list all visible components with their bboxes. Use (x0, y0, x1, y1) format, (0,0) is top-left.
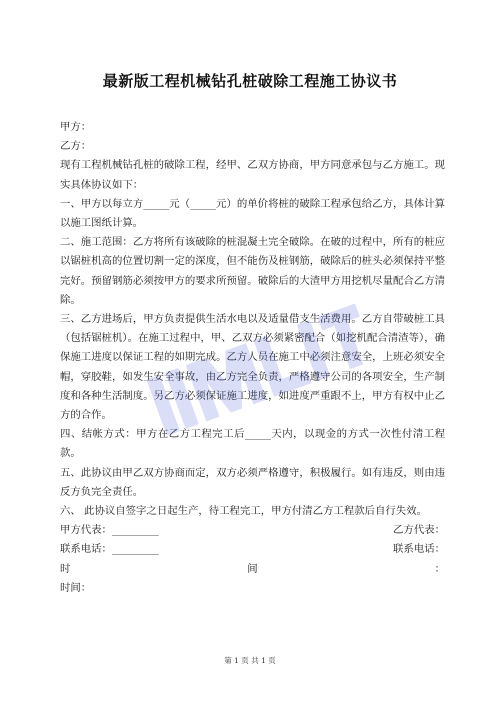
clause-5: 五、此协议由甲乙双方协商而定，双方必须严格遵守，积极履行。如有违反，则由违反方负完全责任。 (60, 466, 445, 498)
clause-2: 二、施工范围：乙方将所有该破除的桩混凝土完全破除。在破的过程中，所有的桩应以锯桩机高的位置切割一定的深度，但不能伤及桩钢筋，破除后的桩头必须保持平整完好。预留钢筋必须按甲方的要求所预留。破除后的大渣甲方用挖机尽量配合乙方清除。 (60, 236, 445, 306)
time-row (60, 560, 445, 579)
page-footer: 第 1 页 共 1 页 (224, 656, 276, 665)
clause-3: 三、乙方进场后，甲方负责提供生活水电以及适量借支生活费用。乙方自带破桩工具（包括锯桩机）。在施工过程中，甲、乙双方必须紧密配合（如挖机配合清渣等），确保施工进度以保证工程的如期完成。乙方人员在施工中必须注意安全，上班必须安全帽，穿胶鞋，如发生安全事故，由乙方完全负责，严格遵守公司的各项安全，生产制度和各种生活制度。另乙方必须保证施工进度，如进度严重跟不上，甲方有权中止乙方的合作。 (60, 313, 445, 422)
party-a-representative: 甲方代表：_________ (60, 524, 159, 537)
document-body (60, 118, 445, 598)
time-label-left: 时 (60, 562, 71, 575)
signature-rep-row (60, 521, 445, 540)
party-b-representative: 乙方代表： (393, 524, 445, 537)
clause-4: 四、结帐方式：甲方在乙方工程完工后_____天内，以现金的方式一次性付清工程款。 (60, 428, 445, 460)
clause-1: 一、甲方以每立方_____元（_____元）的单价将桩的破除工程承包给乙方，具体计算以施工图纸计算。 (60, 197, 445, 230)
time-line: 时间： (60, 581, 92, 594)
party-b-line: 乙方： (60, 140, 92, 153)
party-a-line: 甲方： (60, 121, 92, 133)
intro-paragraph: 现有工程机械钻孔桩的破除工程，经甲、乙双方协商，甲方同意承包与乙方施工。现实具体协议如下： (60, 159, 445, 191)
document-title: 最新版工程机械钻孔桩破除工程施工协议书 (102, 72, 398, 90)
time-label-mid: 间 (247, 562, 258, 575)
party-a-phone: 联系电话：_________ (60, 543, 159, 556)
time-label-right: ： (434, 562, 445, 575)
clause-6: 六、 此协议自签字之日起生产，待工程完工，甲方付清乙方工程款后自行失效。 (60, 505, 427, 518)
signature-phone-row (60, 540, 445, 559)
party-b-phone: 联系电话： (393, 543, 445, 556)
